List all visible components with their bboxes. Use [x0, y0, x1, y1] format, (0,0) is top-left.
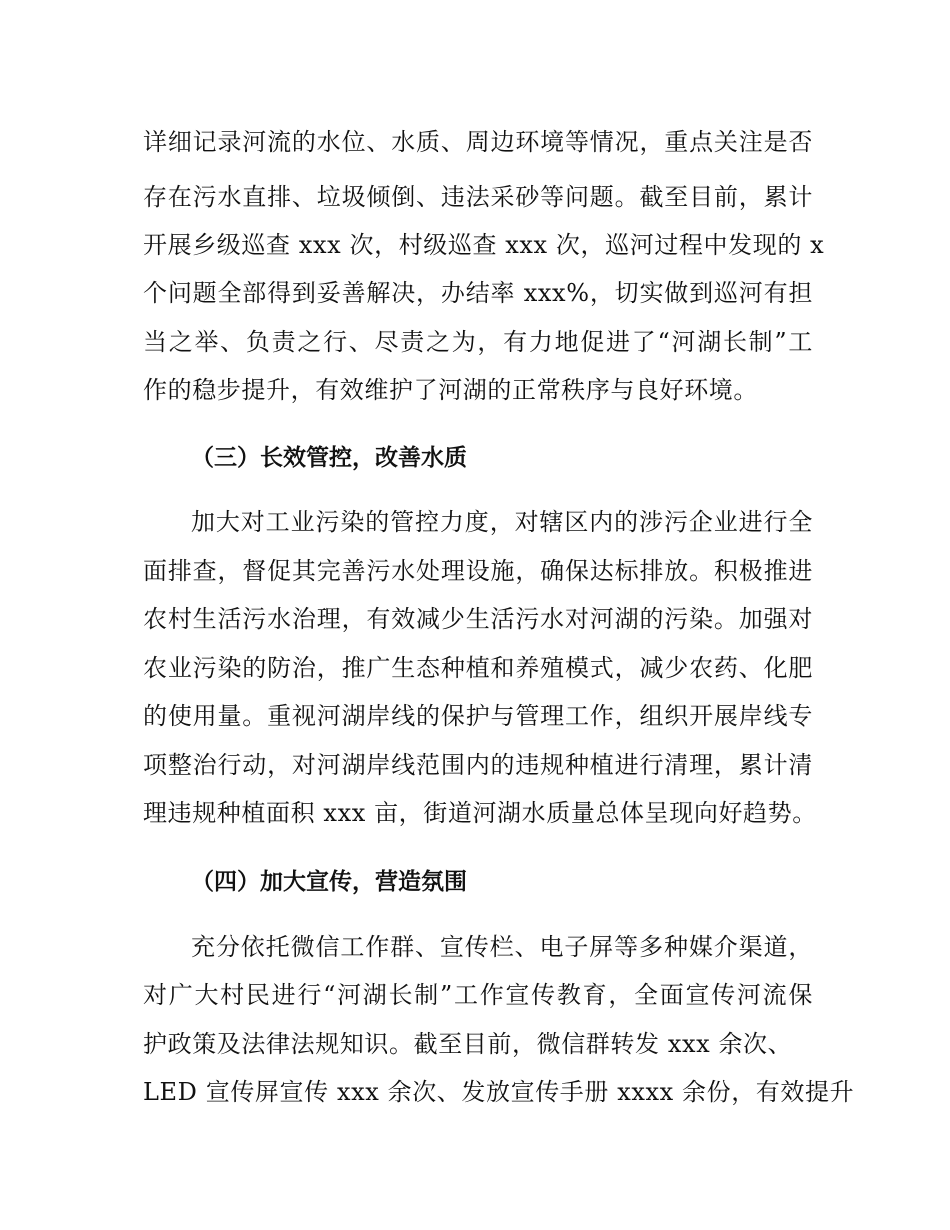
paragraph-line: 面排查，督促其完善污水处理设施，确保达标排放。积极推进: [143, 557, 813, 585]
paragraph-line: 详细记录河流的水位、水质、周边环境等情况，重点关注是否: [143, 128, 813, 156]
paragraph-line: 的使用量。重视河湖岸线的保护与管理工作，组织开展岸线专: [143, 702, 813, 730]
paragraph-line: 加大对工业污染的管控力度，对辖区内的涉污企业进行全: [191, 508, 813, 536]
paragraph-line: 个问题全部得到妥善解决，办结率 xxx%，切实做到巡河有担: [143, 279, 813, 307]
paragraph-line: LED 宣传屏宣传 xxx 余次、发放宣传手册 xxxx 余份，有效提升: [143, 1078, 855, 1106]
paragraph-line: 存在污水直排、垃圾倾倒、违法采砂等问题。截至目前，累计: [143, 183, 813, 211]
paragraph-line: 作的稳步提升，有效维护了河湖的正常秩序与良好环境。: [143, 376, 758, 404]
paragraph-line: 理违规种植面积 xxx 亩，街道河湖水质量总体呈现向好趋势。: [143, 799, 817, 827]
paragraph-line: 对广大村民进行“河湖长制”工作宣传教育，全面宣传河流保: [143, 981, 813, 1009]
paragraph-line: 开展乡级巡查 xxx 次，村级巡查 xxx 次，巡河过程中发现的 x: [143, 231, 825, 259]
paragraph-line: 充分依托微信工作群、宣传栏、电子屏等多种媒介渠道，: [191, 933, 813, 961]
paragraph-line: 护政策及法律法规知识。截至目前，微信群转发 xxx 余次、: [143, 1030, 793, 1058]
section-heading: （三）长效管控，改善水质: [191, 445, 467, 471]
paragraph-line: 当之举、负责之行、尽责之为，有力地促进了“河湖长制”工: [143, 328, 813, 356]
section-heading: （四）加大宣传，营造氛围: [191, 869, 467, 895]
paragraph-line: 农村生活污水治理，有效减少生活污水对河湖的污染。加强对: [143, 605, 813, 633]
paragraph-line: 农业污染的防治，推广生态种植和养殖模式，减少农药、化肥: [143, 654, 813, 682]
paragraph-line: 项整治行动，对河湖岸线范围内的违规种植进行清理，累计清: [143, 751, 813, 779]
